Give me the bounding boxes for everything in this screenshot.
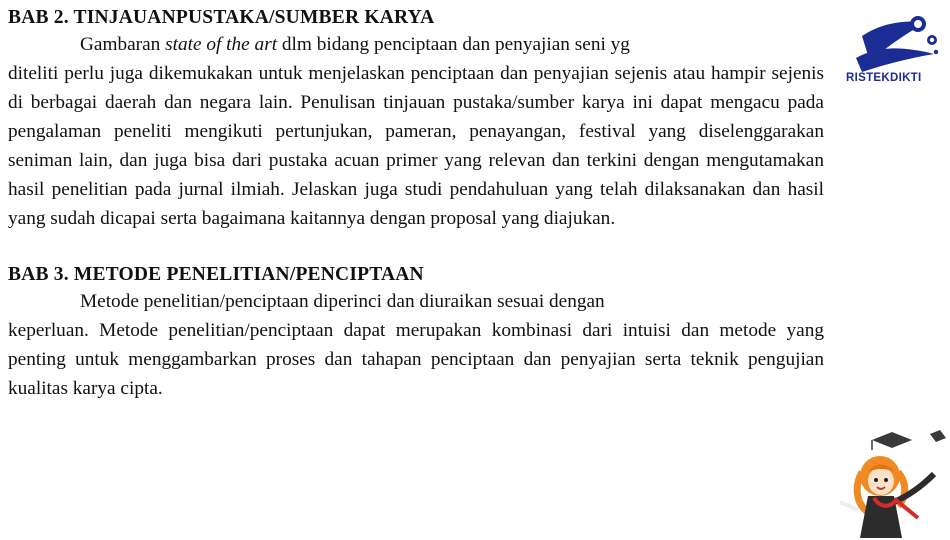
graduate-girl-icon xyxy=(838,426,950,540)
bab3-heading: BAB 3. METODE PENELITIAN/PENCIPTAAN xyxy=(8,264,424,285)
bab2-paragraph: diteliti perlu juga dikemukakan untuk menjelaskan penciptaan dan penyajian sejenis atau hampir sejenis di berbagai daerah dan negara lain. Penulisan tinjauan pustaka/sumber karya ini dapat mengacu pada pengalaman peneliti mengikuti pertunjukan, pameran, penayangan, festival yang diselenggarakan seniman lain, dan juga bisa dari pustaka acuan primer yang relevan dan terkini dengan mengutamakan hasil penelitian pada jurnal ilmiah. Jelaskan juga studi pendahuluan yang telah dilaksanakan dan hasil yang sudah dicapai serta bagaimana kaitannya dengan proposal yang diajukan. xyxy=(8,63,824,229)
bab2-line1-before: Gambaran xyxy=(80,34,166,55)
logo-text: RISTEKDIKTI xyxy=(846,72,922,84)
bab2-first-line xyxy=(8,30,824,59)
bab2-heading: BAB 2. TINJAUANPUSTAKA/SUMBER KARYA xyxy=(8,7,435,28)
section-gap xyxy=(8,233,824,263)
bab3-first-line: Metode penelitian/penciptaan diperinci dan diuraikan sesuai dengan xyxy=(80,291,605,312)
document-body xyxy=(8,6,824,403)
bab2-line1-italic: state of the art xyxy=(165,34,278,55)
bab3-paragraph: keperluan. Metode penelitian/penciptaan dapat merupakan kombinasi dari intuisi dan metode yang penting untuk menggambarkan proses dan tahapan penciptaan dan penyajian serta teknik pengujian kualitas karya cipta. xyxy=(8,320,824,399)
bab2-line1-after: dlm bidang penciptaan dan penyajian seni yg xyxy=(277,34,630,55)
